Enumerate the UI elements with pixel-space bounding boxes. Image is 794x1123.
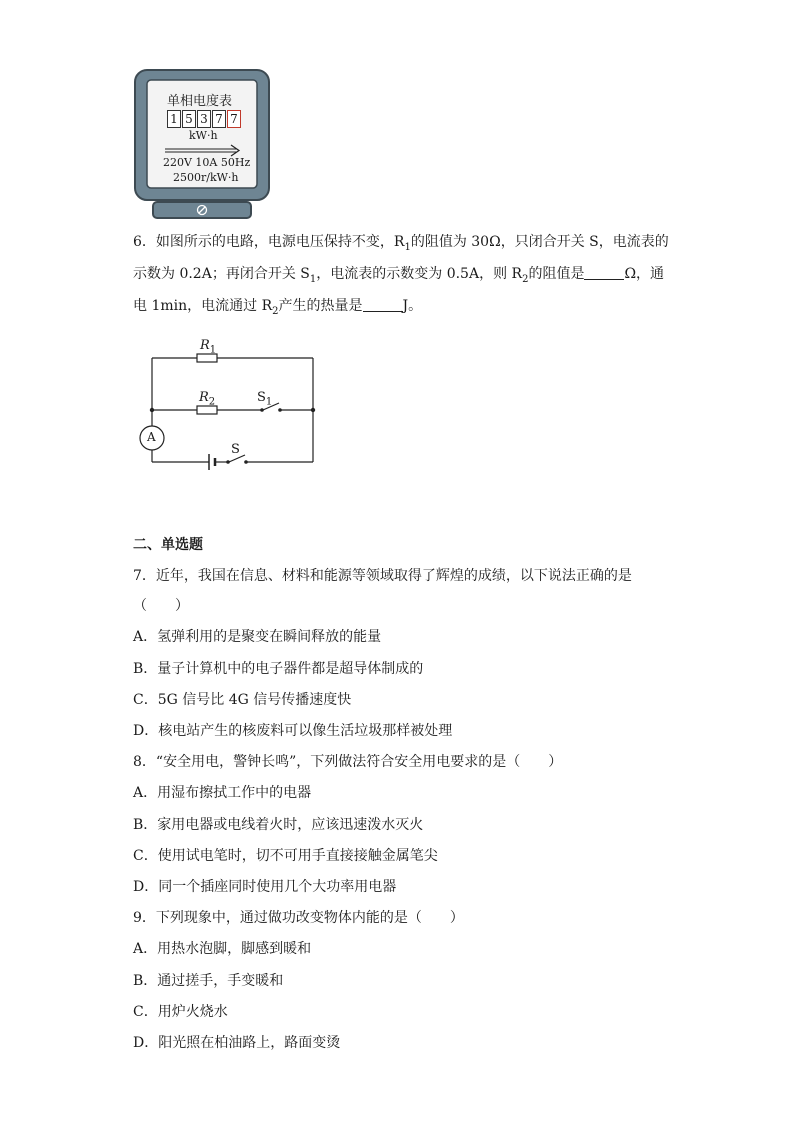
- q7-option-b[interactable]: B．量子计算机中的电子器件都是超导体制成的: [133, 661, 424, 677]
- subscript: 1: [309, 273, 317, 285]
- meter-digit: 5: [182, 110, 196, 128]
- subscript: 2: [272, 305, 279, 317]
- electricity-meter: [133, 68, 271, 220]
- q6-line2: [133, 264, 664, 290]
- meter-digit: 3: [197, 110, 211, 128]
- q9-stem: 9．下列现象中，通过做功改变物体内能的是（ ）: [133, 910, 464, 926]
- q6-text: 的阻值为 30Ω，只闭合开关 S，电流表的: [410, 234, 669, 250]
- ammeter-label: A: [147, 430, 156, 444]
- q8-option-b[interactable]: B．家用电器或电线着火时，应该迅速泼水灭火: [133, 817, 424, 833]
- circuit-diagram: [133, 336, 333, 472]
- answer-blank[interactable]: [584, 265, 624, 280]
- q8-stem: 8．“安全用电，警钟长鸣”，下列做法符合安全用电要求的是（ ）: [133, 754, 563, 770]
- q9-option-a[interactable]: A．用热水泡脚，脚感到暖和: [133, 941, 312, 957]
- label-text: R: [199, 390, 209, 405]
- q7-option-a[interactable]: A．氢弹利用的是聚变在瞬间释放的能量: [133, 629, 382, 645]
- q6-text: 6．如图所示的电路，电源电压保持不变，R: [133, 234, 405, 250]
- q9-option-d[interactable]: D．阳光照在柏油路上，路面变烫: [133, 1035, 341, 1051]
- label-r1: [200, 338, 216, 356]
- label-text: R: [200, 338, 210, 353]
- meter-unit: kW·h: [189, 129, 218, 142]
- meter-rating: 220V 10A 50Hz: [163, 156, 251, 169]
- q6-line3: [133, 296, 422, 322]
- q7-option-d[interactable]: D．核电站产生的核废料可以像生活垃圾那样被处理: [133, 723, 453, 739]
- q6-text: 的阻值是: [528, 266, 585, 282]
- q6-text: Ω，通: [624, 266, 665, 282]
- q7-stem: 7．近年，我国在信息、材料和能源等领域取得了辉煌的成绩，以下说法正确的是: [133, 568, 632, 584]
- subscript: 1: [209, 344, 217, 356]
- subscript: 1: [404, 241, 411, 253]
- q6-text: ，电流表的示数变为 0.5A，则 R: [316, 266, 523, 282]
- q9-option-c[interactable]: C．用炉火烧水: [133, 1004, 228, 1020]
- q6-line1: [133, 232, 669, 258]
- meter-digit: 7: [212, 110, 226, 128]
- meter-digit-last: 7: [227, 110, 241, 128]
- label-s: S: [231, 442, 240, 457]
- q7-option-c[interactable]: C．5G 信号比 4G 信号传播速度快: [133, 692, 352, 708]
- meter-title: 单相电度表: [167, 94, 233, 109]
- label-text: S: [257, 390, 266, 405]
- subscript: 1: [265, 396, 273, 408]
- q8-option-a[interactable]: A．用湿布擦拭工作中的电器: [133, 785, 312, 801]
- q6-text: J。: [402, 298, 423, 314]
- meter-digit: 1: [167, 110, 181, 128]
- q6-text: 电 1min，电流通过 R: [133, 298, 273, 314]
- q6-text: 产生的热量是: [278, 298, 363, 314]
- subscript: 2: [208, 396, 216, 408]
- q6-text: 示数为 0.2A；再闭合开关 S: [133, 266, 310, 282]
- subscript: 2: [522, 273, 529, 285]
- label-s1: [257, 390, 272, 408]
- answer-blank[interactable]: [363, 297, 403, 312]
- q9-option-b[interactable]: B．通过搓手，手变暖和: [133, 973, 284, 989]
- q8-option-c[interactable]: C．使用试电笔时，切不可用手直接接触金属笔尖: [133, 848, 438, 864]
- section-title: 二、单选题: [133, 537, 203, 553]
- meter-digits: [167, 110, 241, 128]
- meter-constant: 2500r/kW·h: [173, 171, 239, 184]
- q7-paren: （ ）: [133, 598, 189, 614]
- q8-option-d[interactable]: D．同一个插座同时使用几个大功率用电器: [133, 879, 397, 895]
- label-r2: [199, 390, 215, 408]
